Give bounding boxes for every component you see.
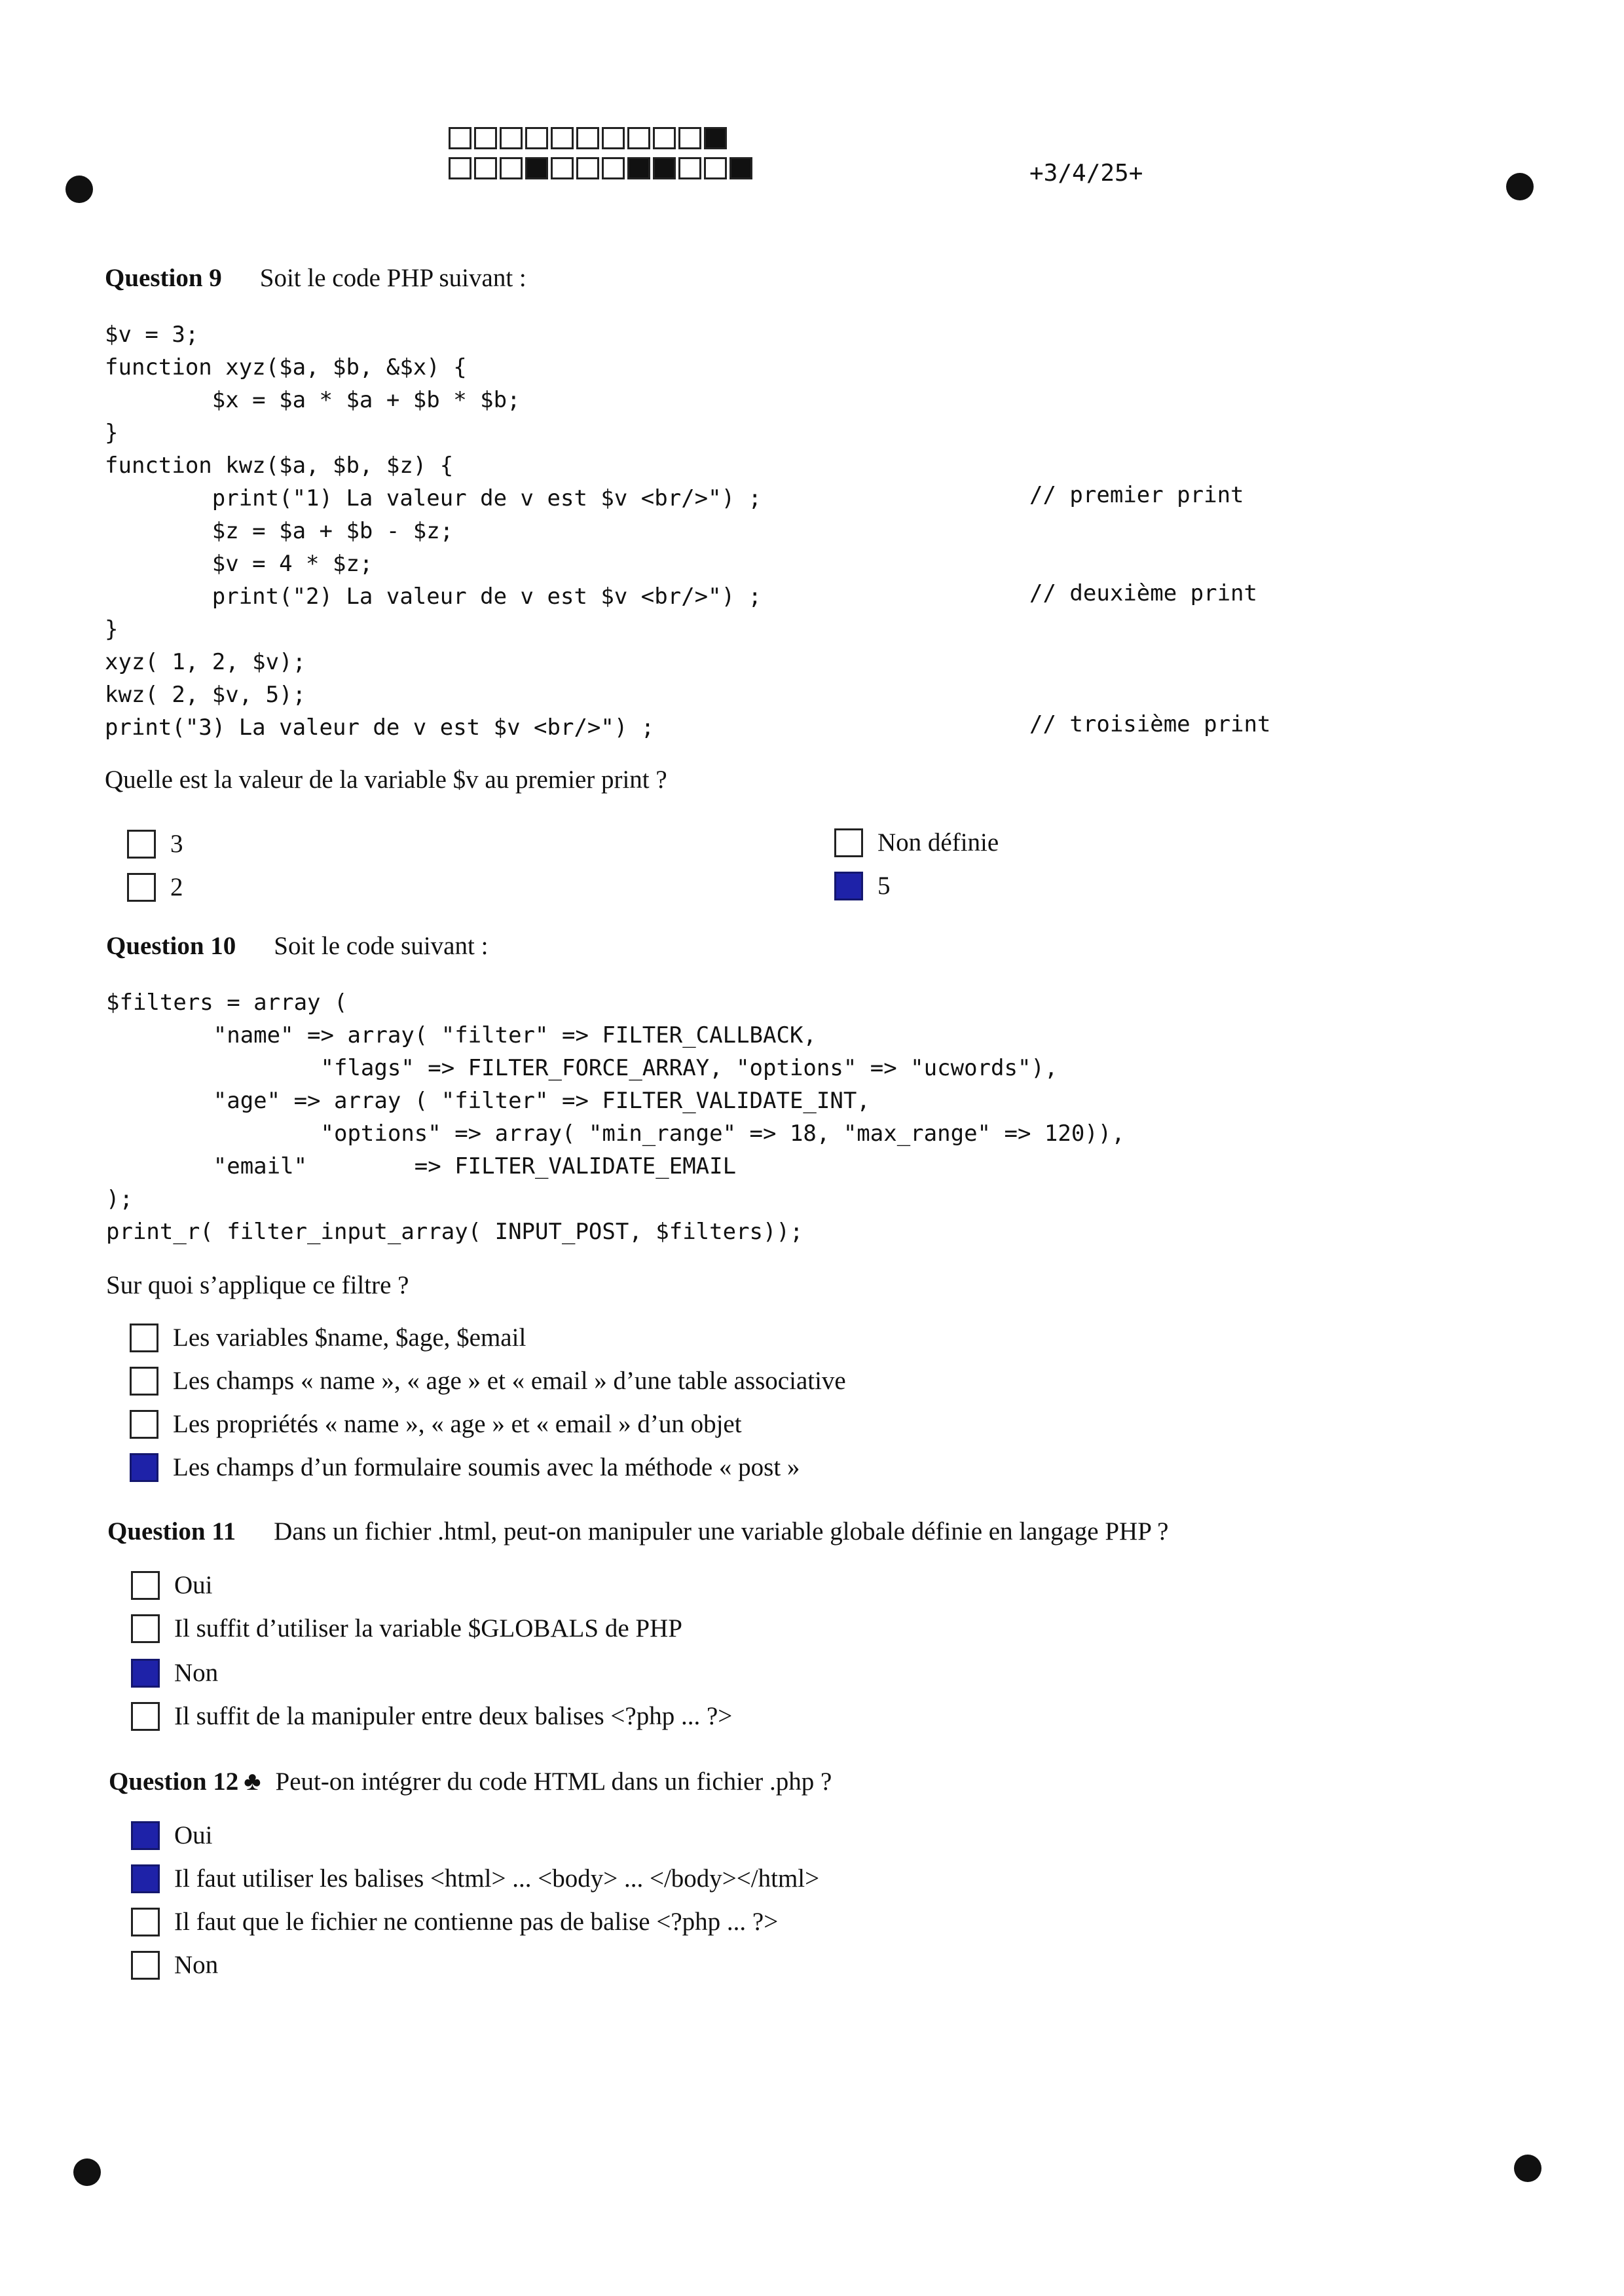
corner-mark-bottom-left: [73, 2158, 101, 2186]
q11-option-oui[interactable]: [131, 1570, 213, 1600]
id-row-1-cell: [576, 127, 599, 149]
comment-troisieme-print: // troisième print: [1029, 711, 1271, 737]
id-row-2-cell: [500, 157, 523, 179]
q9-option-2-label: 2: [170, 873, 183, 901]
q9-option-5[interactable]: [834, 871, 891, 900]
q12-option-oui-label: Oui: [174, 1821, 213, 1849]
q9-option-non-definie-label: Non définie: [877, 828, 999, 857]
q12-option-non-checkbox[interactable]: [131, 1951, 160, 1980]
q9-option-5-checkbox[interactable]: [834, 872, 863, 900]
q10-option-2-checkbox[interactable]: [130, 1367, 158, 1396]
question-9-heading: [105, 263, 526, 293]
q10-option-4-checkbox[interactable]: [130, 1453, 158, 1482]
comment-deuxieme-print: // deuxième print: [1029, 580, 1257, 606]
q12-option-balises-checkbox[interactable]: [131, 1864, 160, 1893]
q11-option-php-tags[interactable]: [131, 1701, 732, 1731]
q10-option-3[interactable]: [130, 1409, 742, 1439]
id-row-2-cell: [474, 157, 497, 179]
id-row-2-cell: [551, 157, 574, 179]
id-row-1-cell: [500, 127, 523, 149]
q11-option-php-tags-checkbox[interactable]: [131, 1702, 160, 1731]
q9-option-3[interactable]: [127, 829, 183, 859]
q10-option-4[interactable]: [130, 1453, 800, 1482]
question-10-label: Question 10: [106, 932, 236, 960]
q10-option-1-label: Les variables $name, $age, $email: [173, 1324, 526, 1352]
q10-option-4-label: Les champs d’un formulaire soumis avec la méthode « post »: [173, 1453, 800, 1481]
q12-option-oui[interactable]: [131, 1821, 213, 1850]
id-row-2-cell: [627, 157, 650, 179]
question-11-label: Question 11: [107, 1517, 236, 1546]
q10-option-1-checkbox[interactable]: [130, 1324, 158, 1352]
question-10-code: $filters = array ( "name" => array( "filter" => FILTER_CALLBACK, "flags" => FILTER_FORCE_ARRAY, "options" => "ucwords"), "age" => array ( "filter" => FILTER_VALIDATE_INT, "options" => array( "min_range" => 18, "max_range" => 120)), "email" => FILTER_VALIDATE_EMAIL ); print_r( filter_input_array( INPUT_POST, $filters));: [106, 990, 1125, 1245]
q11-option-globals[interactable]: [131, 1614, 682, 1643]
question-9-prompt: Quelle est la valeur de la variable $v au premier print ?: [105, 766, 667, 794]
question-12-intro: Peut-on intégrer du code HTML dans un fichier .php ?: [275, 1768, 832, 1796]
q9-option-5-label: 5: [877, 872, 891, 900]
id-row-1-cell: [678, 127, 701, 149]
id-row-2-cell: [678, 157, 701, 179]
id-row-2-cell: [653, 157, 676, 179]
q9-option-3-checkbox[interactable]: [127, 830, 156, 859]
q12-option-no-php-tag[interactable]: [131, 1907, 778, 1936]
question-12-heading: [109, 1766, 832, 1796]
id-row-1-cell: [627, 127, 650, 149]
q12-option-non-label: Non: [174, 1951, 219, 1979]
id-row-2-cell: [525, 157, 548, 179]
q12-option-non[interactable]: [131, 1950, 218, 1980]
q10-option-3-label: Les propriétés « name », « age » et « email » d’un objet: [173, 1410, 742, 1438]
comment-premier-print: // premier print: [1029, 482, 1244, 508]
question-10-intro: Soit le code suivant :: [274, 932, 489, 960]
q11-option-non-label: Non: [174, 1659, 219, 1687]
question-9-label: Question 9: [105, 264, 222, 292]
id-row-1-cell: [474, 127, 497, 149]
id-row-1-cell: [653, 127, 676, 149]
q11-option-non-checkbox[interactable]: [131, 1659, 160, 1688]
q9-option-2-checkbox[interactable]: [127, 873, 156, 902]
q11-option-oui-label: Oui: [174, 1571, 213, 1599]
q9-option-3-label: 3: [170, 830, 183, 858]
q10-option-3-checkbox[interactable]: [130, 1410, 158, 1439]
q12-option-no-php-tag-label: Il faut que le fichier ne contienne pas de balise <?php ... ?>: [174, 1908, 779, 1936]
question-9-code: $v = 3; function xyz($a, $b, &$x) { $x = $a * $a + $b * $b; } function kwz($a, $b, $z) { print("1) La valeur de v est $v <br/>") ; $z = $a + $b - $z; $v = 4 * $z; print("2) La valeur de v est $v <br/>") ; } xyz( 1, 2, $v); kwz( 2, $v, 5); print("3) La valeur de v est $v <br/>") ;: [105, 322, 762, 741]
q12-option-balises-label: Il faut utiliser les balises <html> ... <body> ... </body></html>: [174, 1864, 820, 1893]
id-boxes-row-2: [449, 157, 755, 179]
page-id: +3/4/25+: [1029, 160, 1143, 187]
id-boxes-row-1: [449, 127, 729, 149]
id-row-2-cell: [729, 157, 752, 179]
corner-mark-top-left: [65, 176, 93, 203]
q11-option-non[interactable]: [131, 1658, 218, 1688]
id-row-2-cell: [602, 157, 625, 179]
q10-option-1[interactable]: [130, 1323, 526, 1352]
id-row-1-cell: [551, 127, 574, 149]
corner-mark-bottom-right: [1514, 2155, 1541, 2182]
id-row-1-cell: [449, 127, 471, 149]
q9-option-2[interactable]: [127, 872, 183, 902]
question-11-heading: [107, 1517, 1169, 1546]
q11-option-globals-label: Il suffit d’utiliser la variable $GLOBALS de PHP: [174, 1614, 682, 1642]
id-row-2-cell: [576, 157, 599, 179]
id-row-1-cell: [525, 127, 548, 149]
q10-option-2-label: Les champs « name », « age » et « email » d’une table associative: [173, 1367, 846, 1395]
corner-mark-top-right: [1506, 173, 1534, 200]
q9-option-non-definie[interactable]: [834, 828, 999, 857]
q11-option-oui-checkbox[interactable]: [131, 1571, 160, 1600]
question-11-intro: Dans un fichier .html, peut-on manipuler une variable globale définie en langage PHP ?: [274, 1517, 1169, 1546]
q10-option-2[interactable]: [130, 1366, 846, 1396]
question-10-prompt: Sur quoi s’applique ce filtre ?: [106, 1271, 409, 1299]
club-icon: ♣: [244, 1766, 261, 1796]
question-12-label: Question 12: [109, 1768, 239, 1796]
q12-option-balises[interactable]: [131, 1864, 819, 1893]
id-row-1-cell: [602, 127, 625, 149]
question-10-heading: [106, 931, 488, 961]
id-row-2-cell: [449, 157, 471, 179]
id-row-1-cell: [704, 127, 727, 149]
id-row-2-cell: [704, 157, 727, 179]
q9-option-non-definie-checkbox[interactable]: [834, 828, 863, 857]
question-9-intro: Soit le code PHP suivant :: [259, 264, 526, 292]
q12-option-oui-checkbox[interactable]: [131, 1821, 160, 1850]
q12-option-no-php-tag-checkbox[interactable]: [131, 1908, 160, 1936]
q11-option-globals-checkbox[interactable]: [131, 1614, 160, 1643]
q11-option-php-tags-label: Il suffit de la manipuler entre deux balises <?php ... ?>: [174, 1702, 733, 1730]
